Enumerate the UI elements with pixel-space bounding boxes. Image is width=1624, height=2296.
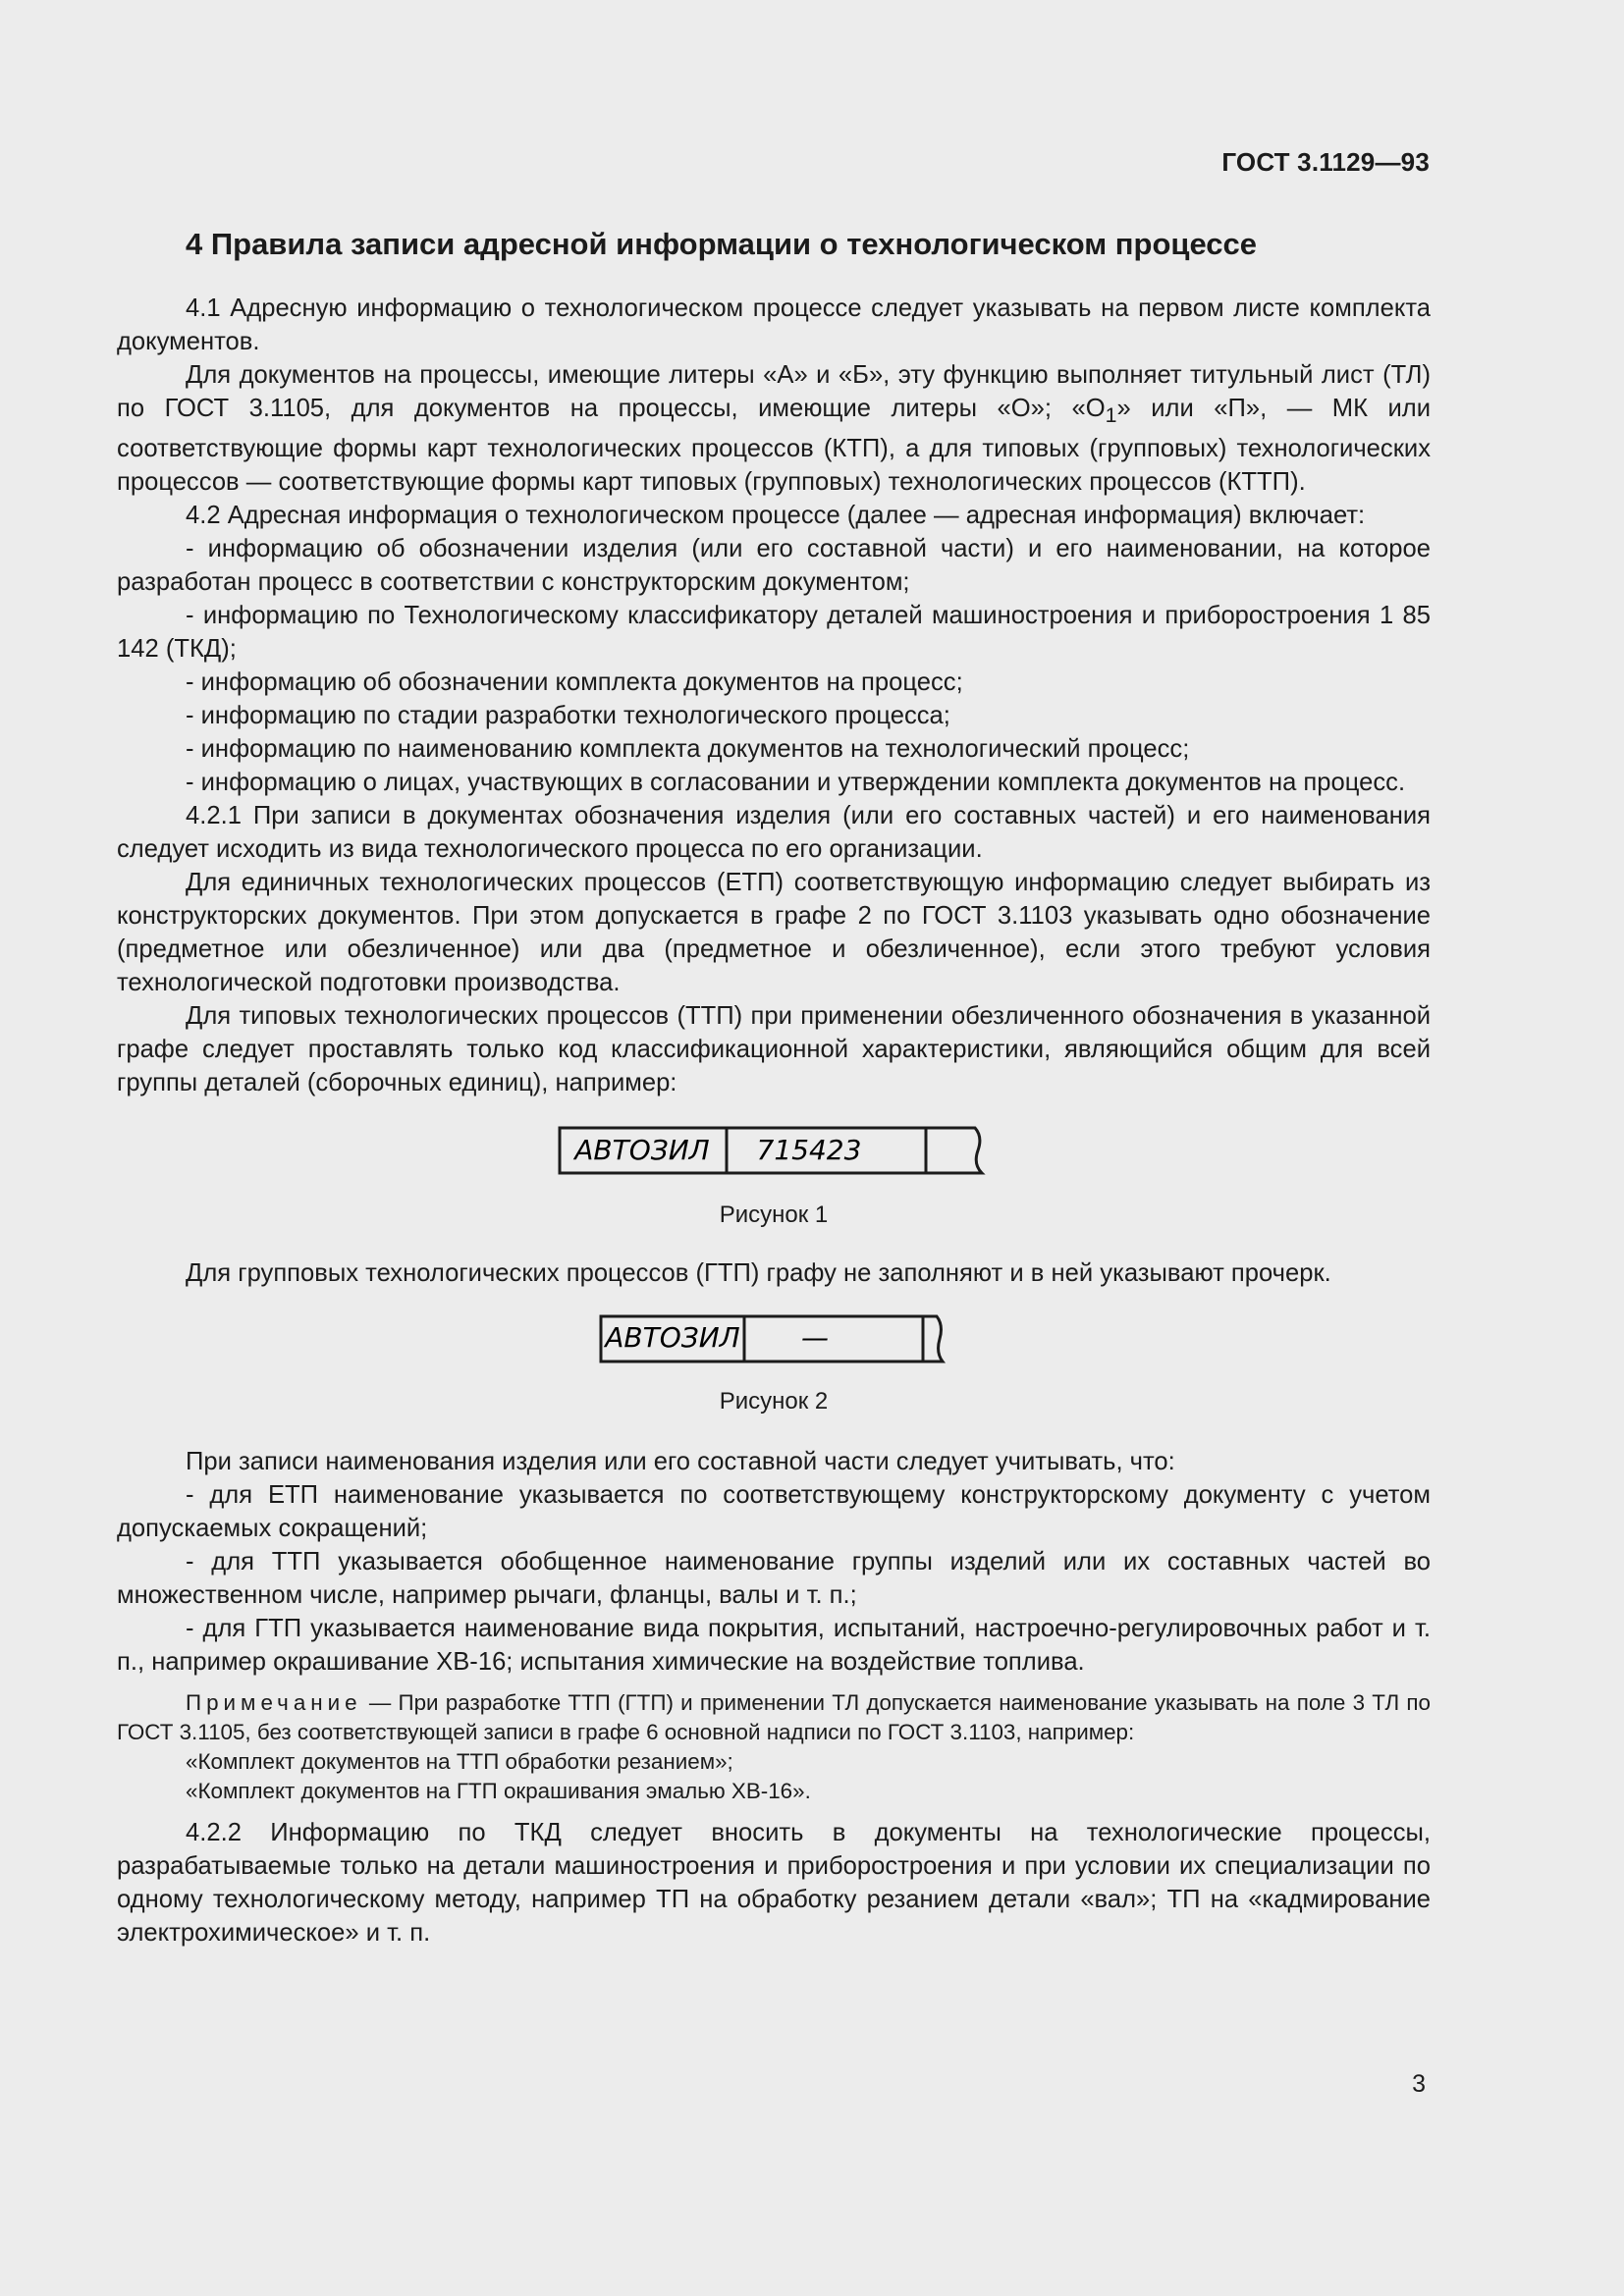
- paragraph-ttp: Для типовых технологических процессов (ТТП) при применении обезличенного обозначения в указанной графе следует проставлять только код классификационной характеристики, являющийся общим для всей группы деталей (сборочных единиц), например:: [117, 1002, 1431, 1097]
- paragraph-title-sheet: [117, 358, 1431, 499]
- document-code: ГОСТ 3.1129—93: [1221, 147, 1430, 177]
- figure-2-drawing: [599, 1311, 948, 1366]
- note-label: Примечание: [186, 1690, 362, 1716]
- figure-2-caption: Рисунок 2: [719, 1388, 829, 1415]
- list-item: - информацию по наименованию комплекта документов на технологический процесс;: [186, 735, 1190, 764]
- list-item: - информацию об обозначении изделия (или его составной части) и его наименовании, на которое разработан процесс в соответствии с конструкторским документом;: [117, 535, 1431, 597]
- page-number: 3: [1412, 2070, 1426, 2098]
- figure-2-cell-2: —: [801, 1321, 829, 1355]
- paragraph-etp: Для единичных технологических процессов (ЕТП) соответствующую информацию следует выбирать из конструкторских документов. При этом допускается в графе 2 по ГОСТ 3.1103 указывать одно обозначение (предметное или обезличенное) или два (предметное и обезличенное), если этого требуют условия технологической подготовки производства.: [117, 869, 1431, 997]
- figure-1-cell-1: АВТОЗИЛ: [574, 1134, 710, 1167]
- list-item: - для ТТП указывается обобщенное наименование группы изделий или их составных частей во множественном числе, например рычаги, фланцы, валы и т. п.;: [117, 1548, 1431, 1610]
- section-title: 4 Правила записи адресной информации о технологическом процессе: [186, 227, 1258, 261]
- page-content: [117, 221, 1431, 1949]
- paragraph-naming: При записи наименования изделия или его составной части следует учитывать, что:: [186, 1448, 1175, 1476]
- note-text: — При разработке ТТП (ГТП) и применении ТЛ допускается наименование указывать на поле 3 ТЛ по ГОСТ 3.1105, без соответствующей записи в графе 6 основной надписи по ГОСТ 3.1103, например:: [117, 1690, 1431, 1745]
- paragraph-4-2: 4.2 Адресная информация о технологическом процессе (далее — адресная информация) включает:: [186, 502, 1366, 530]
- subscript: 1: [1105, 403, 1117, 428]
- note-example: «Комплект документов на ГТП окрашивания эмалью ХВ-16».: [186, 1779, 811, 1804]
- paragraph-4-2-1: 4.2.1 При записи в документах обозначения изделия (или его составных частей) и его наименования следует исходить из вида технологического процесса по его организации.: [117, 802, 1431, 864]
- paragraph-gtp: Для групповых технологических процессов (ГТП) графу не заполняют и в ней указывают прочерк.: [186, 1259, 1331, 1288]
- figure-1-cell-2: 715423: [756, 1134, 862, 1167]
- list-item: - информацию о лицах, участвующих в согласовании и утверждении комплекта документов на процесс.: [186, 769, 1406, 797]
- figure-1: [117, 1123, 1431, 1231]
- figure-2: [117, 1311, 1431, 1417]
- figure-1-caption: Рисунок 1: [719, 1201, 829, 1229]
- list-item: - информацию об обозначении комплекта документов на процесс;: [186, 668, 963, 697]
- list-item: - для ЕТП наименование указывается по соответствующему конструкторскому документу с учетом допускаемых сокращений;: [117, 1481, 1431, 1543]
- list-item: - информацию по стадии разработки технологического процесса;: [186, 702, 950, 730]
- list-item: - для ГТП указывается наименование вида покрытия, испытаний, настроечно-регулировочных работ и т. п., например окрашивание ХВ-16; испытания химические на воздействие топлива.: [117, 1615, 1431, 1677]
- note: [117, 1688, 1431, 1747]
- paragraph-text: Для документов на процессы, имеющие литеры «А» и «Б», эту функцию выполняет титульный лист (ТЛ) по ГОСТ 3.1105, для документов на процессы, имеющие литеры «О»; «О: [117, 361, 1431, 422]
- list-item: - информацию по Технологическому классификатору деталей машиностроения и приборостроения 1 85 142 (ТКД);: [117, 602, 1431, 664]
- paragraph-text: » или «П», — МК или соответствующие формы карт технологических процессов (КТП), а для типовых (групповых) технологических процессов — соответствующие формы карт типовых (групповых) технологических процессов (КТТП).: [117, 395, 1432, 497]
- note-example: «Комплект документов на ТТП обработки резанием»;: [186, 1749, 733, 1775]
- paragraph-4-1: 4.1 Адресную информацию о технологическом процессе следует указывать на первом листе комплекта документов.: [117, 294, 1431, 355]
- figure-2-cell-1: АВТОЗИЛ: [605, 1321, 740, 1355]
- paragraph-4-2-2: 4.2.2 Информацию по ТКД следует вносить в документы на технологические процессы, разрабатываемые только на детали машиностроения и приборостроения и при условии их специализации по одному технологическому методу, например ТП на обработку резанием детали «вал»; ТП на «кадмирование электрохимическое» и т. п.: [117, 1819, 1431, 1948]
- figure-1-drawing: [558, 1123, 990, 1178]
